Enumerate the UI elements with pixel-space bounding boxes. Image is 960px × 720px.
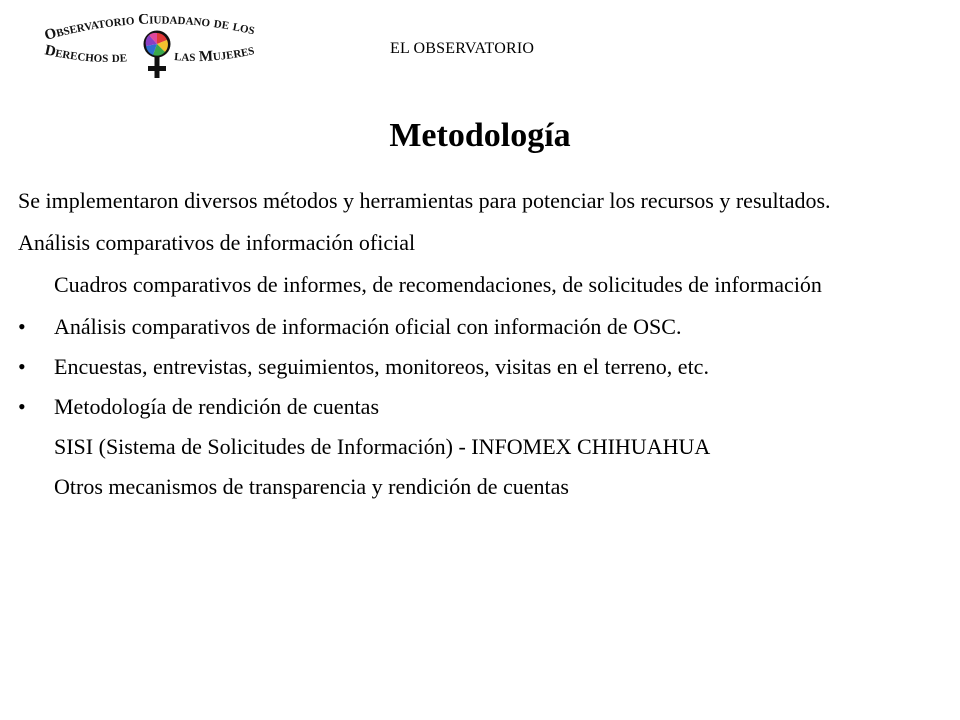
slide-body xyxy=(18,186,936,512)
venus-wheel-icon xyxy=(145,32,169,78)
header-label: EL OBSERVATORIO xyxy=(390,40,535,57)
list-item-text: Metodología de rendición de cuentas xyxy=(54,394,380,419)
intro-paragraph: Se implementaron diversos métodos y herramientas para potenciar los recursos y resultados. xyxy=(18,188,831,213)
sisi-line: SISI (Sistema de Solicitudes de Información) - INFOMEX CHIHUAHUA xyxy=(54,434,711,459)
bullet-icon: • xyxy=(18,354,26,379)
otros-line: Otros mecanismos de transparencia y rendición de cuentas xyxy=(54,474,569,499)
page-title: Metodología xyxy=(389,117,571,154)
svg-text:las Mujeres xyxy=(174,42,256,65)
logo-line2-left: Derechos de xyxy=(43,42,128,67)
list-item xyxy=(18,312,936,342)
svg-text:Derechos de xyxy=(43,42,127,66)
list-item-text: Encuestas, entrevistas, seguimientos, monitoreos, visitas en el terreno, etc. xyxy=(54,354,709,379)
cuadros-paragraph: Cuadros comparativos de informes, de recomendaciones, de solicitudes de información xyxy=(54,272,822,297)
list-item xyxy=(18,352,936,382)
analisis-heading: Análisis comparativos de información oficial xyxy=(18,230,416,255)
logo-line2-right: las Mujeres xyxy=(173,42,256,66)
logo-line1: Observatorio Ciudadano de los xyxy=(42,14,257,44)
list-item-text: Análisis comparativos de información oficial con información de OSC. xyxy=(54,314,682,339)
observatorio-logo xyxy=(36,14,276,86)
bullet-icon: • xyxy=(18,314,26,339)
bullet-icon: • xyxy=(18,394,26,419)
list-item xyxy=(18,392,936,422)
